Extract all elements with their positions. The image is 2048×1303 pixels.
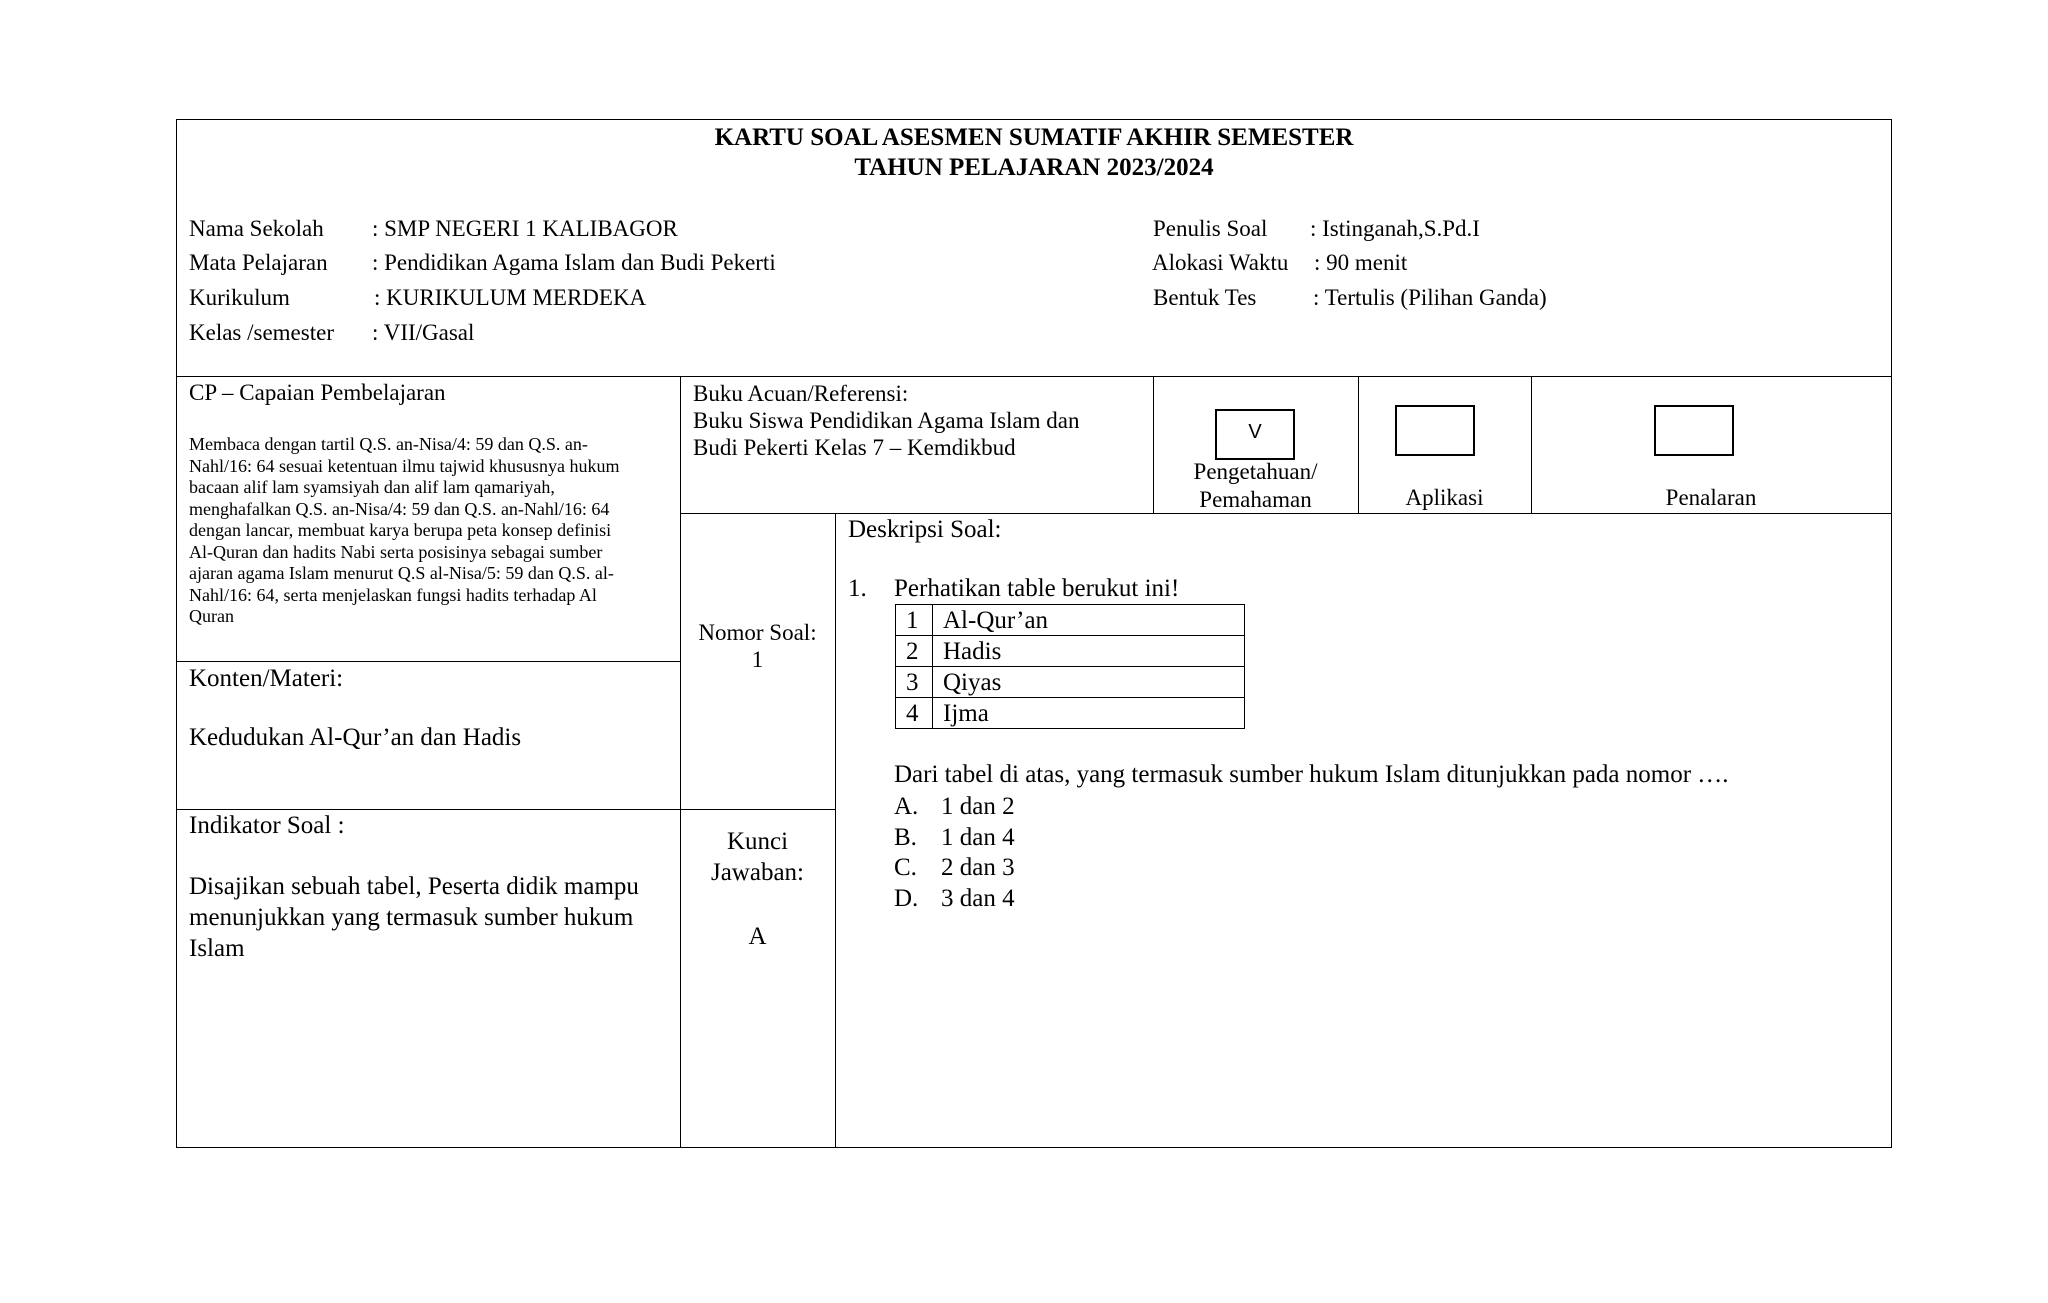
kunci-block (680, 826, 835, 952)
option-text: 1 dan 2 (941, 793, 1015, 820)
cp-heading: CP – Capaian Pembelajaran (189, 380, 446, 405)
table-cell-item: Hadis (933, 636, 1245, 667)
buku-line: Buku Siswa Pendidikan Agama Islam dan (693, 408, 1080, 433)
indikator-line: Disajikan sebuah tabel, Peserta didik mampu (189, 873, 639, 900)
question-text: Dari tabel di atas, yang termasuk sumber hukum Islam ditunjukkan pada nomor …. (894, 761, 1729, 788)
table-row (896, 636, 1245, 667)
option-letter: A. (894, 793, 919, 820)
cp-line: Membaca dengan tartil Q.S. an-Nisa/4: 59 dan Q.S. an- (189, 434, 588, 454)
aplikasi-checkbox[interactable] (1395, 405, 1475, 456)
table-row (896, 667, 1245, 698)
cp-line: Nahl/16: 64 sesuai ketentuan ilmu tajwid khususnya hukum (189, 455, 620, 476)
indikator-text (189, 871, 639, 964)
cp-line: dengan lancar, membuat karya berupa peta konsep definisi (189, 520, 612, 540)
pengetahuan-label-line1: Pengetahuan/ (1193, 459, 1318, 484)
info-value-bentuk: : Tertulis (Pilihan Ganda) (1313, 285, 1547, 310)
table-cell-no: 1 (896, 605, 933, 636)
cp-line: bacaan alif lam syamsiyah dan alif lam qamariyah, (189, 477, 555, 497)
option-d[interactable] (894, 884, 1015, 915)
card-subtitle: TAHUN PELAJARAN 2023/2024 (854, 154, 1214, 181)
table-row (896, 698, 1245, 729)
question-intro: Perhatikan table berukut ini! (894, 575, 1180, 602)
konten-heading: Konten/Materi: (189, 665, 344, 692)
option-a[interactable] (894, 792, 1015, 823)
question-number: 1. (848, 575, 867, 602)
table-cell-item: Qiyas (933, 667, 1245, 698)
buku-heading: Buku Acuan/Referensi: (693, 381, 909, 406)
indikator-line: Islam (189, 935, 245, 962)
penalaran-label: Penalaran (1665, 485, 1757, 510)
table-row (896, 605, 1245, 636)
aplikasi-label: Aplikasi (1405, 485, 1484, 510)
divider-col-left (680, 376, 681, 1147)
cp-line: Quran (189, 606, 234, 626)
kunci-label-line2: Jawaban: (710, 859, 805, 886)
source-table (895, 604, 1245, 729)
cp-text (189, 434, 679, 628)
question-card (176, 119, 1892, 1148)
buku-block (693, 380, 1080, 461)
pengetahuan-label (1153, 458, 1358, 514)
info-value-penulis: : Istinganah,S.Pd.I (1310, 216, 1480, 241)
divider-header (177, 376, 1891, 377)
option-text: 3 dan 4 (941, 884, 1015, 912)
option-text: 2 dan 3 (941, 854, 1015, 881)
nomor-block (680, 619, 835, 673)
check-mark: V (1248, 421, 1262, 443)
option-text: 1 dan 4 (941, 823, 1015, 851)
cp-line: ajaran agama Islam menurut Q.S al-Nisa/5: 59 dan Q.S. al- (189, 563, 614, 583)
info-label-mapel: Mata Pelajaran (189, 250, 328, 275)
kunci-value: A (748, 923, 767, 950)
info-label-alokasi: Alokasi Waktu (1152, 250, 1289, 275)
option-letter: D. (894, 884, 919, 912)
info-label-penulis: Penulis Soal (1153, 216, 1268, 241)
buku-line: Budi Pekerti Kelas 7 – Kemdikbud (693, 435, 1016, 460)
info-value-alokasi: : 90 menit (1314, 250, 1408, 275)
table-cell-item: Ijma (933, 698, 1245, 729)
info-label-bentuk: Bentuk Tes (1153, 285, 1257, 310)
info-value-kurikulum: : KURIKULUM MERDEKA (374, 285, 647, 310)
nomor-label: Nomor Soal: (698, 620, 817, 645)
info-value-sekolah: : SMP NEGERI 1 KALIBAGOR (372, 216, 678, 241)
info-label-kelas: Kelas /semester (189, 320, 334, 345)
nomor-value: 1 (751, 647, 764, 672)
divider-cp (177, 661, 680, 662)
info-value-kelas: : VII/Gasal (372, 320, 475, 345)
divider-konten (177, 809, 835, 810)
table-cell-no: 3 (896, 667, 933, 698)
table-cell-no: 2 (896, 636, 933, 667)
konten-text: Kedudukan Al-Qur’an dan Hadis (189, 724, 522, 751)
table-cell-no: 4 (896, 698, 933, 729)
info-value-mapel: : Pendidikan Agama Islam dan Budi Pekerti (372, 250, 776, 275)
kunci-label-line1: Kunci (726, 828, 789, 855)
option-b[interactable] (894, 823, 1015, 854)
cp-line: menghafalkan Q.S. an-Nisa/4: 59 dan Q.S. an-Nahl/16: 64 (189, 498, 610, 519)
option-c[interactable] (894, 853, 1015, 884)
info-label-kurikulum: Kurikulum (189, 285, 290, 310)
option-letter: B. (894, 823, 917, 851)
option-letter: C. (894, 854, 917, 881)
penalaran-checkbox[interactable] (1654, 405, 1734, 456)
card-title: KARTU SOAL ASESMEN SUMATIF AKHIR SEMESTER (714, 124, 1354, 151)
cp-line: Nahl/16: 64, serta menjelaskan fungsi hadits terhadap Al (189, 584, 597, 605)
table-cell-item: Al-Qur’an (933, 605, 1245, 636)
indikator-heading: Indikator Soal : (189, 812, 345, 839)
divider-col-nomor (835, 513, 836, 1147)
deskripsi-heading: Deskripsi Soal: (848, 516, 1002, 543)
answer-options (894, 792, 1015, 914)
pengetahuan-label-line2: Pemahaman (1199, 487, 1312, 512)
pengetahuan-checkbox[interactable] (1215, 409, 1295, 460)
indikator-line: menunjukkan yang termasuk sumber hukum (189, 904, 634, 931)
cp-line: Al-Quran dan hadits Nabi serta posisinya sebagai sumber (189, 541, 603, 562)
info-label-sekolah: Nama Sekolah (189, 216, 324, 241)
